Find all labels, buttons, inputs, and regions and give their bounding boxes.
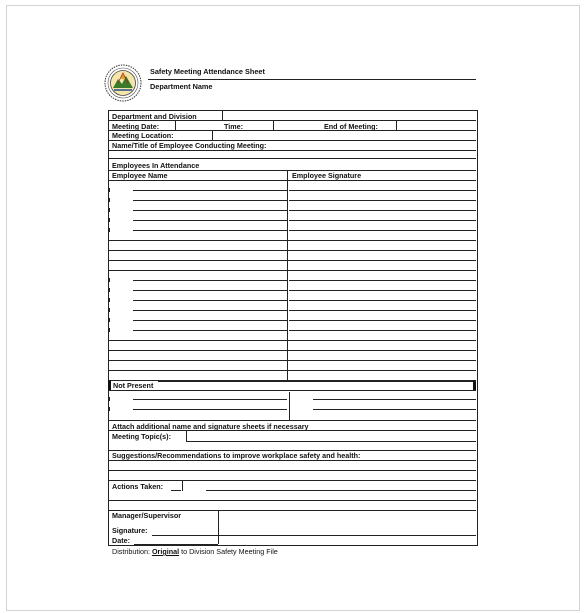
- actions-taken-field[interactable]: [171, 490, 181, 491]
- actions-taken-label: Actions Taken:: [112, 482, 163, 491]
- tick: [108, 308, 110, 312]
- employee-name-line[interactable]: [133, 220, 287, 221]
- tick: [108, 397, 110, 401]
- divider: [218, 510, 219, 544]
- tick: [108, 407, 110, 411]
- distribution-original: Original: [151, 547, 180, 556]
- attendance-row-line[interactable]: [108, 360, 476, 361]
- attendance-row-line[interactable]: [108, 260, 476, 261]
- tick: [108, 208, 110, 212]
- tick: [108, 218, 110, 222]
- row-line: [108, 120, 212, 121]
- row-line: [108, 180, 476, 181]
- suggestions-label: Suggestions/Recommendations to improve workplace safety and health:: [112, 451, 361, 460]
- date-field[interactable]: [134, 544, 218, 545]
- column-divider: [287, 170, 288, 380]
- tick: [108, 278, 110, 282]
- time-label: Time:: [224, 122, 244, 131]
- employee-signature-line[interactable]: [289, 300, 476, 301]
- department-division-label: Department and Division: [112, 112, 197, 121]
- suggestions-field[interactable]: [108, 470, 476, 471]
- tick: [108, 228, 110, 232]
- column-divider: [289, 392, 290, 420]
- row-line: [108, 430, 476, 431]
- employee-signature-line[interactable]: [289, 330, 476, 331]
- attendance-row-line[interactable]: [108, 340, 476, 341]
- row-line: [108, 480, 476, 481]
- employee-signature-line[interactable]: [289, 230, 476, 231]
- conductor-label: Name/Title of Employee Conducting Meeting:: [112, 141, 267, 150]
- employee-name-line[interactable]: [133, 280, 287, 281]
- meeting-location-label: Meeting Location:: [112, 131, 174, 140]
- attendance-row-line[interactable]: [108, 270, 476, 271]
- employee-signature-line[interactable]: [289, 190, 476, 191]
- not-present-label: Not Present: [113, 381, 154, 390]
- employee-signature-header: Employee Signature: [292, 171, 362, 180]
- employee-name-line[interactable]: [133, 300, 287, 301]
- attendance-row-line[interactable]: [108, 250, 476, 251]
- divider: [273, 121, 274, 130]
- attach-note: Attach additional name and signature sheets if necessary: [112, 422, 309, 431]
- employee-signature-line[interactable]: [289, 210, 476, 211]
- not-present-name-line[interactable]: [133, 409, 287, 410]
- date-label: Date:: [112, 536, 130, 545]
- tick: [108, 198, 110, 202]
- tick: [108, 328, 110, 332]
- state-seal-icon: [104, 64, 142, 102]
- title-rule: [148, 79, 476, 80]
- row-line: [108, 390, 476, 391]
- department-division-field[interactable]: [212, 120, 222, 121]
- distribution-note: [112, 547, 278, 556]
- employee-signature-line[interactable]: [289, 310, 476, 311]
- employee-name-header: Employee Name: [112, 171, 168, 180]
- manager-field[interactable]: [218, 535, 476, 536]
- employee-name-line[interactable]: [133, 290, 287, 291]
- signature-field[interactable]: [152, 535, 218, 536]
- document-title: Safety Meeting Attendance Sheet: [150, 67, 265, 76]
- attendance-row-line[interactable]: [108, 350, 476, 351]
- not-present-name-line[interactable]: [133, 399, 287, 400]
- tick: [108, 298, 110, 302]
- employees-in-attendance-heading: Employees In Attendance: [112, 161, 200, 170]
- department-name: Department Name: [150, 82, 213, 91]
- employee-signature-line[interactable]: [289, 320, 476, 321]
- actions-taken-field[interactable]: [206, 490, 476, 491]
- employee-signature-line[interactable]: [289, 200, 476, 201]
- actions-taken-field[interactable]: [108, 500, 476, 501]
- employee-name-line[interactable]: [133, 330, 287, 331]
- divider: [175, 121, 176, 130]
- employee-name-line[interactable]: [133, 210, 287, 211]
- tick: [108, 188, 110, 192]
- row-line: [222, 120, 476, 121]
- employee-signature-line[interactable]: [289, 290, 476, 291]
- meeting-date-label: Meeting Date:: [112, 122, 160, 131]
- distribution-prefix: Distribution:: [112, 547, 150, 556]
- divider: [186, 430, 187, 441]
- row-line: [108, 420, 476, 421]
- employee-name-line[interactable]: [133, 230, 287, 231]
- divider: [396, 121, 397, 130]
- tick: [108, 318, 110, 322]
- attendance-row-line[interactable]: [108, 370, 476, 371]
- employee-name-line[interactable]: [133, 310, 287, 311]
- meeting-topics-label: Meeting Topic(s):: [112, 432, 171, 441]
- conductor-field[interactable]: [108, 150, 476, 151]
- row-line: [158, 381, 476, 382]
- not-present-signature-line[interactable]: [313, 399, 476, 400]
- employee-signature-line[interactable]: [289, 280, 476, 281]
- meeting-topics-field[interactable]: [186, 441, 476, 442]
- tick: [108, 288, 110, 292]
- manager-supervisor-label: Manager/Supervisor: [112, 511, 182, 520]
- not-present-signature-line[interactable]: [313, 409, 476, 410]
- section-rule: [108, 158, 476, 159]
- not-present-marker: [108, 380, 111, 390]
- attendance-row-line[interactable]: [108, 240, 476, 241]
- employee-name-line[interactable]: [133, 320, 287, 321]
- suggestions-field[interactable]: [108, 460, 476, 461]
- employee-name-line[interactable]: [133, 200, 287, 201]
- employee-name-line[interactable]: [133, 190, 287, 191]
- divider: [212, 131, 213, 140]
- distribution-suffix: to Division Safety Meeting File: [181, 547, 278, 556]
- divider: [182, 481, 183, 491]
- signature-label: Signature:: [112, 526, 148, 535]
- end-of-meeting-label: End of Meeting:: [324, 122, 378, 131]
- employee-signature-line[interactable]: [289, 220, 476, 221]
